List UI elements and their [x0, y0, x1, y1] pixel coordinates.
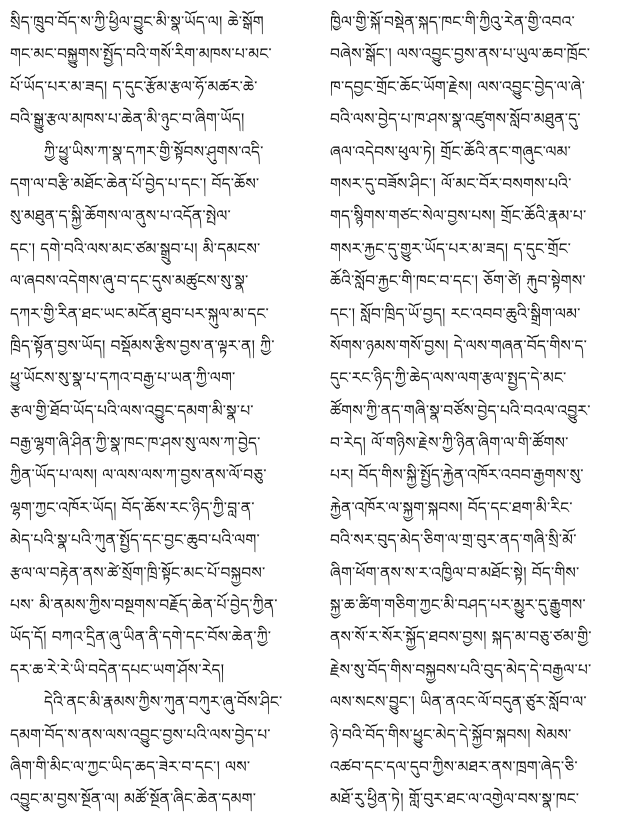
- text-line: ཀྱི་ཕྱུ་ཡིས་ཀ་སྣ་དཀར་གྱི་སྟོབས་ཤུགས་འདི་: [44, 142, 264, 161]
- text-line: ལས་སངས་བྱུང་། ཡིན་ནའང་ལོ་བདུན་ཙུར་སློབ་ལ་: [330, 693, 587, 712]
- text-line: དང་། སློབ་ཁྲིད་ཡོ་བྱད། རང་འབབ་ཆུའི་སྒྲིག་ལམ་: [330, 304, 581, 323]
- text-line: འཚབ་དང་དལ་དུབ་ཀྱིས་མཐར་ནས་ཁྲག་ཞེད་ཅི་: [330, 757, 578, 776]
- text-line: རྩལ་གྱི་ཐོབ་ཡོད་པའི་ལས་འབྱུང་དམག་མི་སྣ་པ་: [10, 401, 254, 420]
- text-line: དར་ཆ་རེ་རེ་ཡི་བདེན་དཔང་ཡག་ཤོས་རེད།: [10, 660, 225, 679]
- text-line: པས་ མི་ནམས་ཀྱིས་བསྔགས་བརྗོད་ཆེན་པོ་བྱེད་ཀྱིན་: [10, 596, 278, 615]
- text-line: ལྷག་ཀྱང་འཁོར་ཡོད། བོད་ཆོས་རང་ཉིད་ཀྱི་བླ་ན་: [10, 498, 255, 517]
- text-line: བརྒྱ་ལྷག་ཞི་ཤིན་ཀྱི་སྣ་ཁང་ཁ་ཤས་སུ་ལས་ཀ་བྱེད་: [10, 434, 261, 453]
- text-line: དེའི་ནང་མི་རྣམས་ཀྱིས་ཀུན་བཀུར་ཞུ་བོས་ཤིང་: [44, 693, 283, 712]
- text-line: རྗེས་སུ་བོད་གིས་བསྐྱབས་པའི་བུད་མེད་དེ་བརྒྱལ་པ་: [330, 660, 592, 679]
- text-line: གད་སྙིགས་གཙང་སེལ་བྱས་པས། གྲོང་ཆོའི་རྣམ་པ་: [330, 207, 587, 226]
- text-line: རྩལ་ལ་བརྟེན་ནས་ཚེ་སྲོག་ཁྲི་སྟོང་མང་པོ་བསྐྱབས་: [10, 563, 266, 582]
- text-line: ཁྲིད་སྟོན་བྱས་ཡོད། བསྡོམས་རྩིས་བྱས་ན་ལྟར་ན། ཀྱི་: [10, 336, 275, 355]
- text-line: མེད་པའི་སྣ་པའི་ཀུན་སྤྱོད་དང་བྱང་ཆུབ་པའི་ལག་: [10, 531, 260, 550]
- text-line: ཉེ་བའི་བོད་གིས་ཕྱུང་མེད་དེ་སྐྱོབ་སྐབས། སེམས་: [330, 725, 572, 744]
- text-line: བའི་སར་བུད་མེད་ཅིག་ལ་གྲ་བུར་ནད་གཞི་སྲི་མོ་: [330, 531, 577, 550]
- text-line: གང་མང་བསྐྱུགས་སྤྱོད་བའི་གསོ་རིག་མཁས་པ་མང་: [10, 45, 272, 64]
- text-line: ཚོགས་ཀྱི་ནད་གཞི་སྣ་བཙོས་བྱེད་པའི་བའལ་འབྱུར་: [330, 401, 591, 420]
- text-line: ཁ་དབྱང་གྲོང་ཆོང་ཡོག་རྗེས། ལས་འབྱུང་བྱེད་ལ་ཞེ་: [330, 77, 586, 96]
- text-line: པར། བོད་གིས་སྐྱི་སྤྱོད་རྐྱེན་འཁོར་འབབ་རྒྱགས་སུ་: [330, 466, 584, 485]
- text-line: དཀར་གྱི་རིན་ཐང་ཡང་མངོན་ཐུབ་པར་སྐུལ་མ་དང་: [10, 304, 269, 323]
- text-line: དང་། དགེ་བའི་ལས་མང་ཙམ་སྒྲུབ་པ། མི་དམངས་: [10, 239, 261, 258]
- text-line: སུ་མཐུན་ད་སྐྱི་ཆོགས་ལ་ནུས་པ་འདོན་སྤེལ་: [10, 207, 231, 226]
- text-line: བཞེས་སྒོང་། ལས་འབྱུང་བྱས་ནས་པ་ཡུལ་ཆབ་ཁྲོང་: [330, 45, 591, 64]
- text-line: ནས་སོ་ར་སོར་སྐྱོད་ཐབས་བྱས། སྐད་མ་བཅུ་ཙམ་གྱི་: [330, 628, 592, 647]
- right-text-column: [330, 6, 636, 816]
- text-line: གསར་རྐྱང་དུ་གྱུར་ཡོད་པར་མ་ཟད། ད་དུང་གྲོང་: [330, 239, 572, 258]
- left-text-column: [10, 6, 310, 816]
- text-line: ཕྱུ་ཡོངས་སུ་སྣ་པ་དཀའ་བརྒྱ་པ་ཡན་ཀྱི་ལག་: [10, 369, 236, 388]
- text-line: པོ་ཡོད་པར་མ་ཟད། ད་དུང་རྩོམ་རྩལ་ཧོ་མཚར་ཆེ་: [10, 77, 258, 96]
- text-line: སྐྱ་ཆ་ཚིག་གཅིག་ཀྱང་མི་བཤད་པར་མྱུར་དུ་རྒྱུགས་: [330, 596, 586, 615]
- text-line: དུང་རང་ཉིད་ཀྱི་ཆེད་ལས་ལག་རྩལ་སྤྱད་དེ་མང་: [330, 369, 567, 388]
- text-line: ཁྱིལ་གྱི་སྐོ་བསྡེན་སྐད་ཁང་གི་ཀྱིའུ་རེན་གྱི་འབའ་: [330, 13, 575, 31]
- text-line: ཞལ་འདེབས་ཕུལ་ཏེ། གྲོང་ཆོའི་ནང་གཞུང་ལམ་: [330, 142, 572, 161]
- text-line: བ་རེད། ལོ་གཉིས་རྗེས་ཀྱི་ཉིན་ཞིག་ལ་གི་ཚོགས་: [330, 434, 569, 453]
- text-line: མཐོ་རུ་ཕྱིན་ཏེ། གློ་བུར་ཐང་ལ་འགྱེལ་བས་སྣ་ཁང་: [330, 790, 580, 809]
- text-line: སྲིད་ཁྲུབ་བོད་ས་ཀྱི་ཕྱིལ་བྱུང་མི་སྣ་ཡོད་ལ། ཆེ་སྒོག: [10, 13, 264, 31]
- text-line: བའི་ལས་བྱེད་པ་ཁ་ཤས་སྣ་འཛུགས་སློབ་མཐུན་དུ་: [330, 110, 581, 129]
- text-line: ཀྱིན་ཡོད་པ་ལས། ལ་ལས་ལས་ཀ་བྱས་ནས་ལོ་བཅུ་: [10, 466, 267, 485]
- text-line: ཡོད་དོ། བཀའ་དྲིན་ཞུ་ཡིན་ནི་དགེ་དང་བོས་ཆེན་ཀྱི་: [10, 628, 272, 647]
- text-line: དག་ལ་བརྩི་མཐོང་ཆེན་པོ་བྱེད་པ་དང་། བོད་ཆོས་: [10, 174, 260, 193]
- text-line: རྐྱེན་འཁོར་ལ་སྐྱག་སྐབས། བོད་དང་ཐག་མི་རིང་: [330, 498, 573, 517]
- text-line: ཆོའི་སློབ་རྐྱང་གི་ཁང་བ་དང་། ཅོག་ཙེ། རྐུབ་སྟེགས་: [330, 272, 586, 291]
- text-line: དམག་བོད་ས་ནས་ལས་འབྱུང་བྱས་པའི་ལས་བྱེད་པ་: [10, 725, 271, 744]
- text-line: བའི་སྒྱུ་རྩལ་མཁས་པ་ཆེན་མི་ཉུང་བ་ཞིག་ཡོད།: [10, 110, 245, 129]
- text-line: ལ་ཞབས་འདེགས་ཞུ་བ་དང་དུས་མཚུངས་སུ་སྣ་: [10, 272, 249, 291]
- text-line: འབྱུང་མ་བྱས་སྔོན་ལ། མཚོ་སྔོན་ཞིང་ཆེན་དམག་: [10, 790, 257, 809]
- text-line: སོགས་ཉམས་གསོ་བྱས། དེ་ལས་གཞན་བོད་གིས་ད་: [330, 336, 587, 355]
- text-line: ཞིག་གི་མིང་ལ་ཀྱང་ཡིད་ཆད་ཟེར་བ་དང་། ལས་: [10, 757, 251, 776]
- text-line: ཞིག་ཕོག་ནས་ས་ར་འཁྱིལ་བ་མཐོང་སྟེ། བོད་གིས་: [330, 563, 580, 582]
- text-line: གསར་དུ་བཟོས་ཤིང་། ལོ་མང་བོར་བསགས་པའི་: [330, 174, 572, 193]
